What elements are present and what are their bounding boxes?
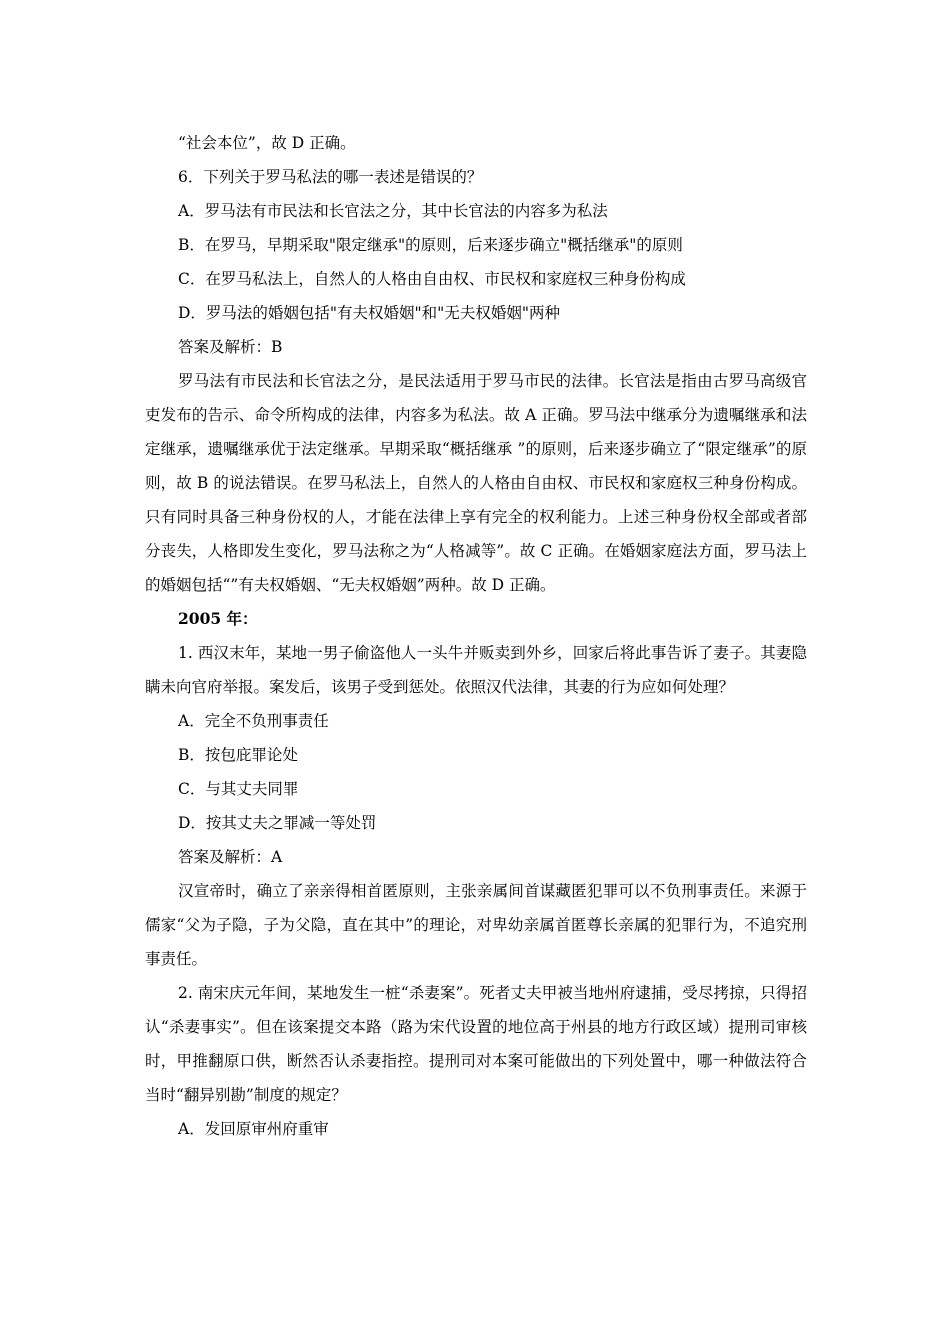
- option-b: B．在罗马，早期采取"限定继承"的原则，后来逐步确立"概括继承"的原则: [178, 236, 683, 254]
- explanation-paragraph: 罗马法有市民法和长官法之分，是民法适用于罗马市民的法律。长官法是指由古罗马高级官吏发布的告示、命令所构成的法律，内容多为私法。故 A 正确。罗马法中继承分为遗嘱继承和法定继承，遗嘱继承优于法定继承。早期采取“概括继承 ”的原则，后来逐步确立了“限定继承”的原则，故 B 的说法错误。在罗马私法上，自然人的人格由自由权、市民权和家庭权三种身份构成。只有同时具备三种身份权的人，才能在法律上享有完全的权利能力。上述三种身份权全部或者部分丧失，人格即发生变化，罗马法称之为“人格减等”。故 C 正确。在婚姻家庭法方面，罗马法上的婚姻包括“”有夫权婚姻、“无夫权婚姻”两种。故 D 正确。: [145, 372, 807, 594]
- document-body: [145, 126, 807, 1146]
- question-6: 6．下列关于罗马私法的哪一表述是错误的？: [178, 168, 483, 186]
- option-b: B．按包庇罪论处: [178, 746, 298, 764]
- explanation-paragraph: 汉宣帝时，确立了亲亲得相首匿原则，主张亲属间首谋藏匿犯罪可以不负刑事责任。来源于儒家“父为子隐，子为父隐，直在其中”的理论，对卑幼亲属首匿尊长亲属的犯罪行为，不追究刑事责任。: [145, 882, 807, 968]
- answer-label: 答案及解析：A: [178, 848, 283, 866]
- answer-label: 答案及解析：B: [178, 338, 283, 356]
- option-a: A．罗马法有市民法和长官法之分，其中长官法的内容多为私法: [178, 202, 608, 220]
- option-a: A．完全不负刑事责任: [178, 712, 329, 730]
- option-a: A．发回原审州府重审: [178, 1120, 329, 1138]
- text-line: “社会本位”，故 D 正确。: [178, 134, 356, 152]
- option-d: D．罗马法的婚姻包括"有夫权婚姻"和"无夫权婚姻"两种: [178, 304, 560, 322]
- year-heading: 2005 年：: [178, 609, 258, 628]
- option-c: C．在罗马私法上，自然人的人格由自由权、市民权和家庭权三种身份构成: [178, 270, 686, 288]
- question-2: 2. 南宋庆元年间，某地发生一桩“杀妻案”。死者丈夫甲被当地州府逮捕，受尽拷掠，只得招认“杀妻事实”。但在该案提交本路（路为宋代设置的地位高于州县的地方行政区域）提刑司审核时，甲推翻原口供，断然否认杀妻指控。提刑司对本案可能做出的下列处置中，哪一种做法符合当时“翻异别勘”制度的规定？: [145, 984, 807, 1104]
- question-1: 1. 西汉末年，某地一男子偷盗他人一头牛并贩卖到外乡，回家后将此事告诉了妻子。其妻隐瞒未向官府举报。案发后，该男子受到惩处。依照汉代法律，其妻的行为应如何处理？: [145, 644, 807, 696]
- option-c: C．与其丈夫同罪: [178, 780, 299, 798]
- option-d: D．按其丈夫之罪减一等处罚: [178, 814, 377, 832]
